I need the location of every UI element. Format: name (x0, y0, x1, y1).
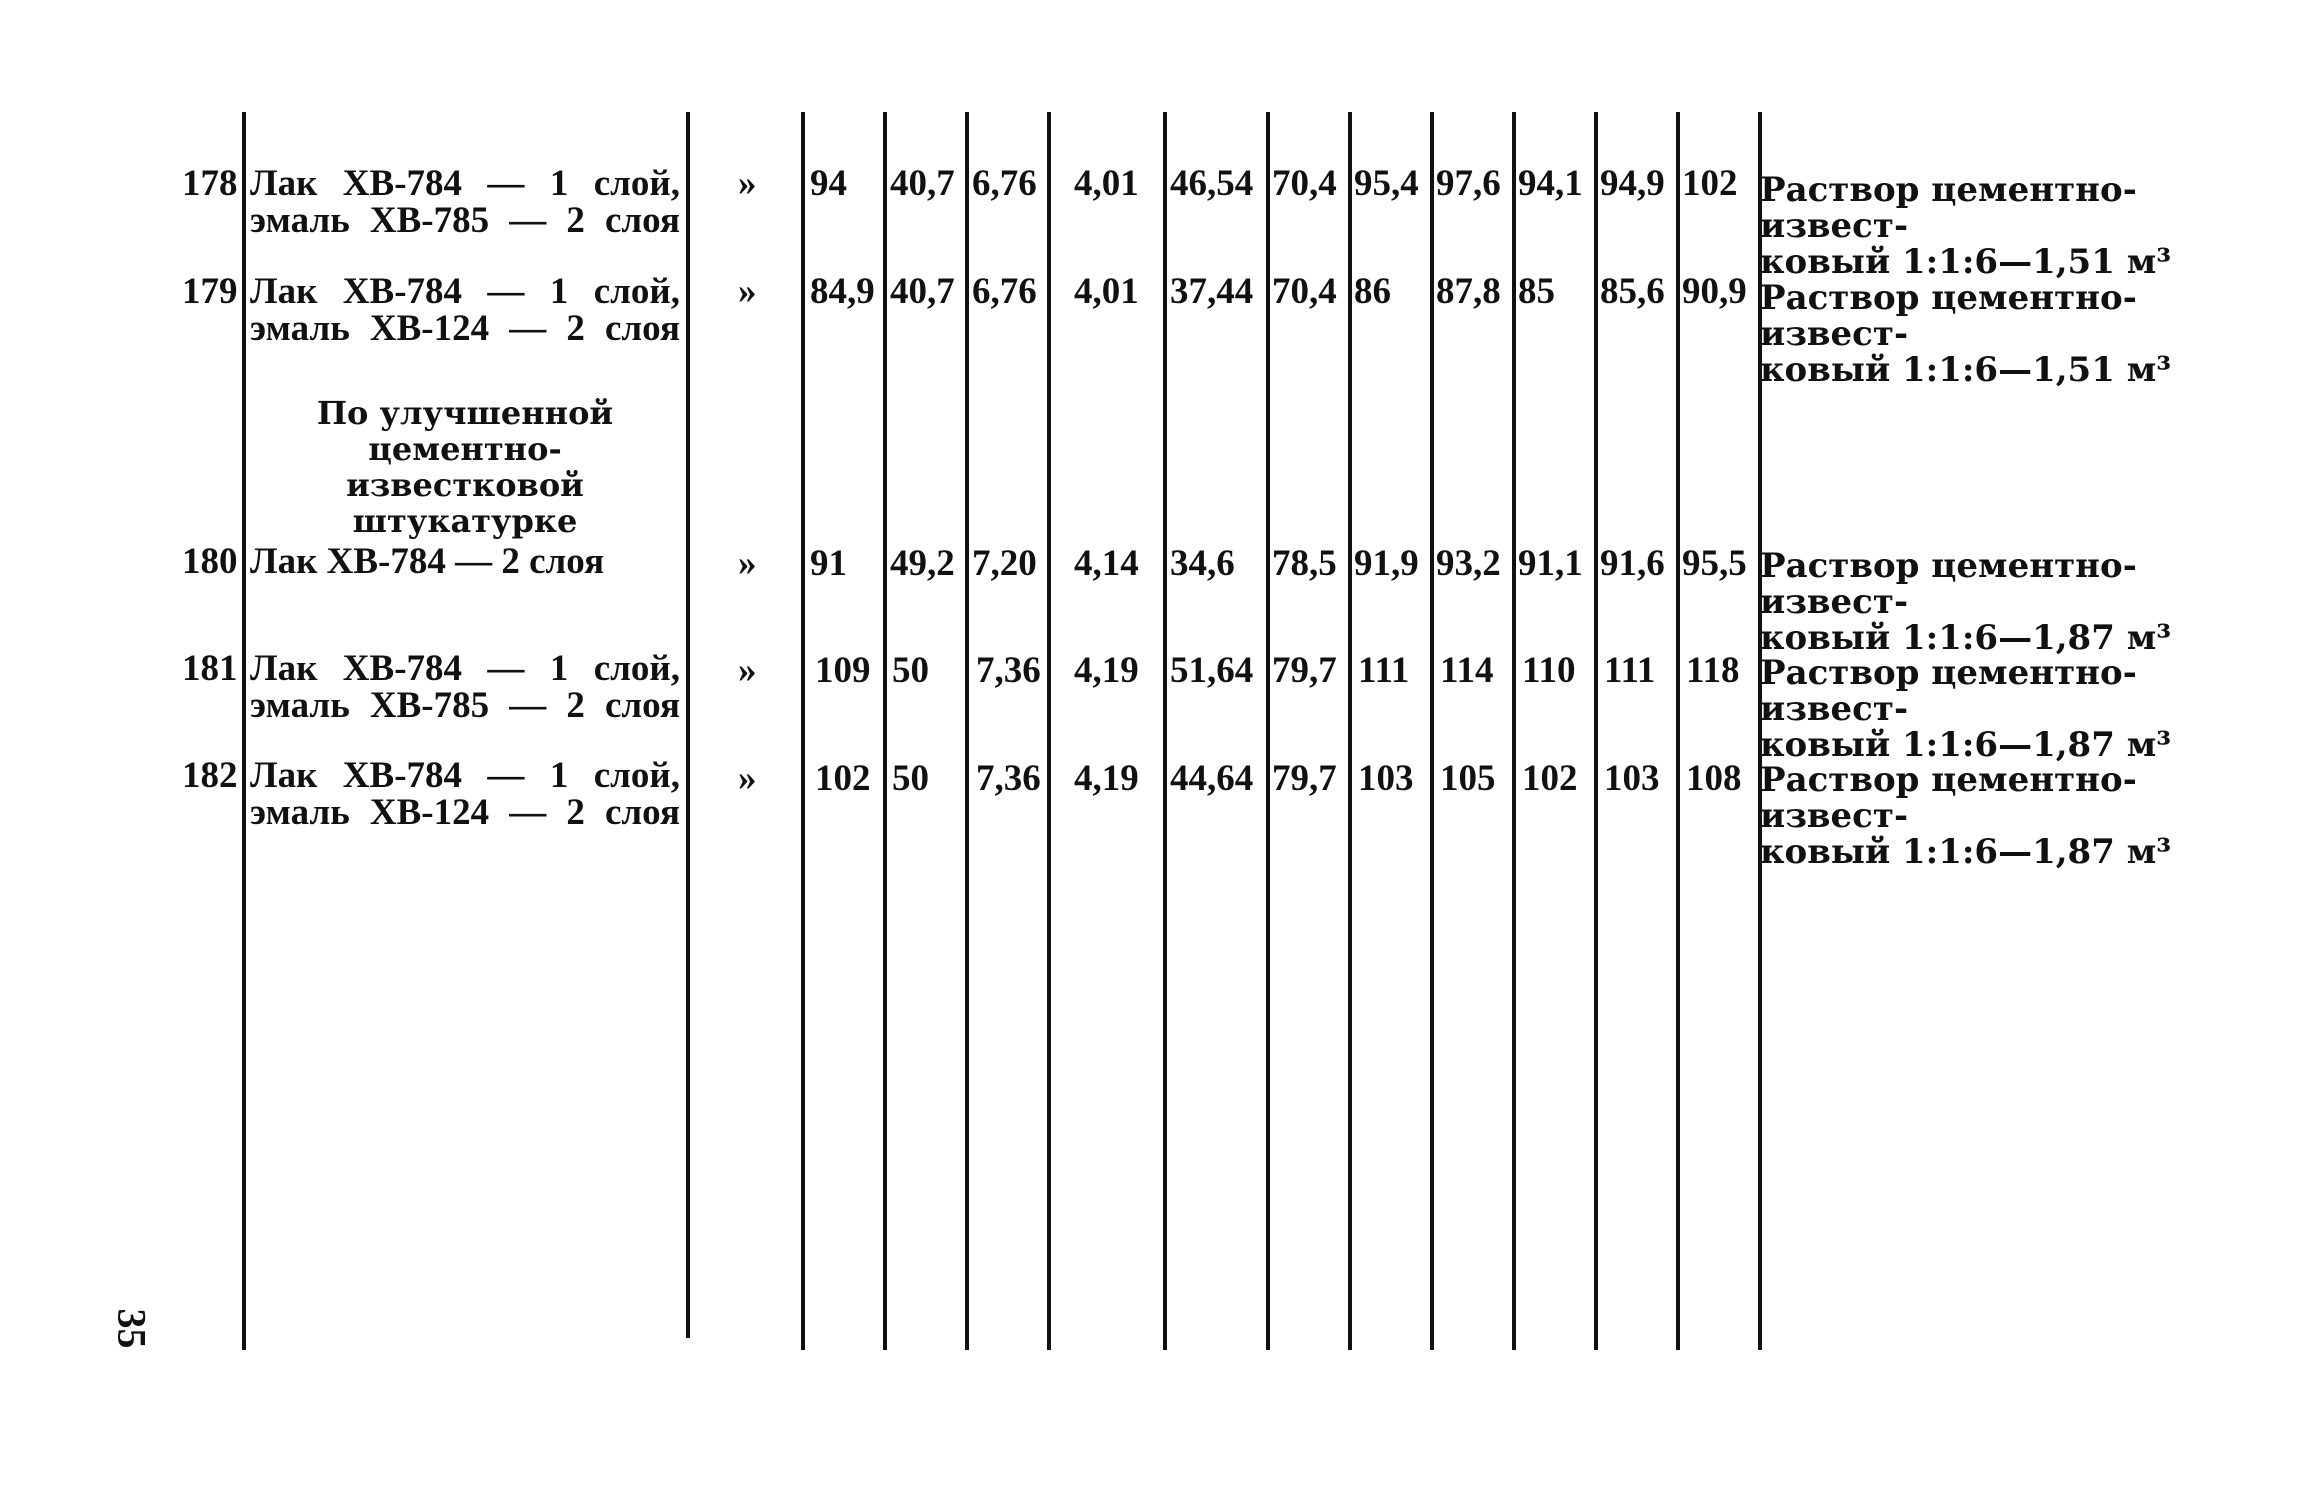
cell-v11: 95,5 (1682, 543, 1747, 584)
note-line-2: ковый 1:1:6—1,51 м³ (1760, 242, 2172, 282)
cell-v5: 51,64 (1170, 650, 1254, 691)
cell-v1: 94 (810, 163, 847, 204)
cell-v8: 87,8 (1436, 271, 1501, 312)
cell-v2: 49,2 (890, 543, 955, 584)
section-heading-line-3: штукатурке (352, 502, 578, 540)
row-note (1760, 762, 2210, 870)
cell-v10: 103 (1604, 758, 1660, 799)
cell-v10: 91,6 (1600, 543, 1665, 584)
rule-12 (1594, 112, 1598, 1350)
cell-v9: 102 (1522, 758, 1578, 799)
row-note (1760, 280, 2210, 388)
note-line-2: ковый 1:1:6—1,51 м³ (1760, 350, 2172, 390)
row-description (250, 543, 680, 580)
cell-v1: 102 (815, 758, 871, 799)
row-number: 181 (182, 648, 238, 689)
cell-v1: 84,9 (810, 271, 875, 312)
rule-13 (1676, 112, 1680, 1350)
cell-v8: 93,2 (1436, 543, 1501, 584)
description-line-1: Лак ХВ-784 — 2 слоя (250, 541, 605, 582)
row-description (250, 650, 680, 724)
rule-7 (1163, 112, 1167, 1350)
cell-v5: 37,44 (1170, 271, 1254, 312)
row-note (1760, 655, 2210, 763)
row-number: 178 (182, 163, 238, 204)
unit-mark: » (738, 163, 757, 204)
cell-v7: 91,9 (1354, 543, 1419, 584)
cell-v5: 46,54 (1170, 163, 1254, 204)
rule-10 (1430, 112, 1434, 1350)
cell-v10: 111 (1604, 650, 1656, 691)
cell-v8: 97,6 (1436, 163, 1501, 204)
note-line-2: ковый 1:1:6—1,87 м³ (1760, 618, 2172, 658)
cell-v10: 85,6 (1600, 271, 1665, 312)
row-note (1760, 548, 2210, 656)
cell-v7: 103 (1358, 758, 1414, 799)
description-line-1: Лак ХВ-784 — 1 слой, (250, 648, 680, 689)
rule-5 (965, 112, 969, 1350)
cell-v6: 78,5 (1272, 543, 1337, 584)
cell-v3: 7,20 (972, 543, 1037, 584)
cell-v3: 7,36 (976, 758, 1041, 799)
cell-v2: 40,7 (890, 271, 955, 312)
unit-mark: » (738, 758, 757, 799)
unit-mark: » (738, 650, 757, 691)
cell-v1: 91 (810, 543, 847, 584)
cell-v5: 44,64 (1170, 758, 1254, 799)
section-heading-line-1: По улучшенной (316, 394, 614, 432)
description-line-2: эмаль ХВ-124 — 2 слоя (250, 308, 680, 349)
cell-v7: 95,4 (1354, 163, 1419, 204)
cell-v2: 50 (892, 758, 929, 799)
unit-mark: » (738, 271, 757, 312)
cell-v11: 90,9 (1682, 271, 1747, 312)
note-line-1: Раствор цементно-извест- (1760, 278, 2137, 354)
cell-v7: 111 (1358, 650, 1410, 691)
cell-v9: 91,1 (1518, 543, 1583, 584)
cell-v4: 4,01 (1074, 163, 1139, 204)
cell-v11: 108 (1686, 758, 1742, 799)
row-description (250, 273, 680, 347)
note-line-2: ковый 1:1:6—1,87 м³ (1760, 725, 2172, 765)
row-description (250, 757, 680, 831)
cell-v7: 86 (1354, 271, 1391, 312)
cell-v10: 94,9 (1600, 163, 1665, 204)
rule-3 (801, 112, 805, 1350)
page-number: 35 (109, 1308, 155, 1349)
cell-v4: 4,19 (1074, 650, 1139, 691)
cell-v6: 70,4 (1272, 271, 1337, 312)
description-line-2: эмаль ХВ-124 — 2 слоя (250, 792, 680, 833)
cell-v8: 105 (1440, 758, 1496, 799)
rule-1 (242, 112, 246, 1350)
row-note (1760, 172, 2210, 280)
description-line-2: эмаль ХВ-785 — 2 слоя (250, 685, 680, 726)
cell-v11: 102 (1682, 163, 1738, 204)
cell-v1: 109 (815, 650, 871, 691)
section-heading-line-2: цементно-известковой (346, 430, 584, 504)
cell-v8: 114 (1440, 650, 1494, 691)
rule-8 (1266, 112, 1270, 1350)
rule-2 (686, 112, 690, 1338)
rule-9 (1348, 112, 1352, 1350)
cell-v6: 79,7 (1272, 758, 1337, 799)
row-description (250, 165, 680, 239)
note-line-1: Раствор цементно-извест- (1760, 653, 2137, 729)
note-line-2: ковый 1:1:6—1,87 м³ (1760, 832, 2172, 872)
cell-v6: 79,7 (1272, 650, 1337, 691)
cell-v11: 118 (1686, 650, 1740, 691)
rule-4 (883, 112, 887, 1350)
note-line-1: Раствор цементно-извест- (1760, 170, 2137, 246)
cell-v3: 7,36 (976, 650, 1041, 691)
cell-v4: 4,01 (1074, 271, 1139, 312)
rule-11 (1512, 112, 1516, 1350)
cell-v5: 34,6 (1170, 543, 1235, 584)
row-number: 179 (182, 271, 238, 312)
description-line-1: Лак ХВ-784 — 1 слой, (250, 163, 680, 204)
cell-v3: 6,76 (972, 271, 1037, 312)
note-line-1: Раствор цементно-извест- (1760, 760, 2137, 836)
cell-v4: 4,14 (1074, 543, 1139, 584)
cell-v9: 110 (1522, 650, 1576, 691)
description-line-2: эмаль ХВ-785 — 2 слоя (250, 200, 680, 241)
cell-v9: 94,1 (1518, 163, 1583, 204)
cell-v9: 85 (1518, 271, 1555, 312)
cell-v2: 50 (892, 650, 929, 691)
rule-6 (1047, 112, 1051, 1350)
note-line-1: Раствор цементно-извест- (1760, 546, 2137, 622)
cell-v3: 6,76 (972, 163, 1037, 204)
cell-v6: 70,4 (1272, 163, 1337, 204)
description-line-1: Лак ХВ-784 — 1 слой, (250, 271, 680, 312)
cell-v4: 4,19 (1074, 758, 1139, 799)
section-heading (250, 395, 680, 539)
description-line-1: Лак ХВ-784 — 1 слой, (250, 755, 680, 796)
row-number: 182 (182, 755, 238, 796)
row-number: 180 (182, 541, 238, 582)
unit-mark: » (738, 543, 757, 584)
cell-v2: 40,7 (890, 163, 955, 204)
